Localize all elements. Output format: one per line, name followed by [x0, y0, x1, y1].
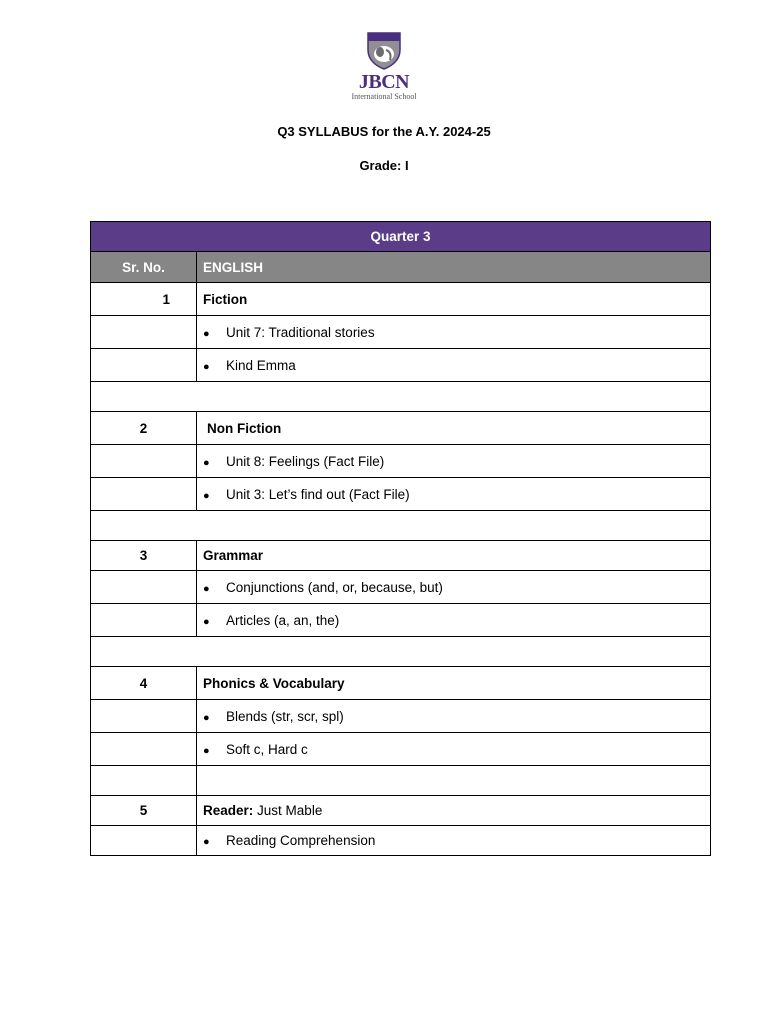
topic-item [197, 826, 711, 856]
section-topic: Grammar [197, 541, 711, 571]
topic-item [197, 700, 711, 733]
bullet-icon: ● [203, 615, 210, 628]
topic-item [197, 316, 711, 349]
section-topic: Phonics & Vocabulary [197, 667, 711, 700]
shield-icon [366, 30, 402, 70]
spacer-row [91, 382, 711, 412]
section-topic: Non Fiction [197, 412, 711, 445]
spacer-cell [91, 637, 711, 667]
bullet-icon: ● [203, 489, 210, 502]
empty-cell [91, 445, 197, 478]
bullet-icon: ● [203, 711, 210, 724]
table-row [91, 571, 711, 604]
topic-item [197, 571, 711, 604]
table-row [91, 412, 711, 445]
topic-item [197, 733, 711, 766]
table-row [91, 700, 711, 733]
spacer-cell [91, 382, 711, 412]
empty-cell [91, 826, 197, 856]
table-row [91, 604, 711, 637]
reader-title: Just Mable [257, 803, 323, 818]
table-row [91, 478, 711, 511]
topic-item-text: Articles (a, an, the) [226, 612, 340, 628]
spacer-row [91, 511, 711, 541]
table-row [91, 667, 711, 700]
syllabus-table [90, 221, 711, 856]
section-number: 1 [91, 283, 197, 316]
empty-cell [91, 604, 197, 637]
section-topic-cell [197, 796, 711, 826]
topic-item-text: Conjunctions (and, or, because, but) [226, 579, 443, 595]
section-number: 4 [91, 667, 197, 700]
section-number: 2 [91, 412, 197, 445]
spacer-cell [91, 511, 711, 541]
bullet-icon: ● [203, 456, 210, 469]
col-header-subject: ENGLISH [197, 252, 711, 283]
page-title: Q3 SYLLABUS for the A.Y. 2024-25 [277, 124, 491, 139]
bullet-icon: ● [203, 744, 210, 757]
topic-item [197, 478, 711, 511]
topic-item-text: Unit 3: Let’s find out (Fact File) [226, 486, 410, 502]
table-row [91, 283, 711, 316]
empty-cell [91, 766, 197, 796]
grade-label: Grade: I [359, 158, 409, 173]
topic-item-text: Soft c, Hard c [226, 741, 308, 757]
table-row [91, 733, 711, 766]
table-row [91, 349, 711, 382]
topic-item-text: Unit 7: Traditional stories [226, 324, 375, 340]
table-row [91, 445, 711, 478]
topic-item-text: Reading Comprehension [226, 833, 376, 848]
topic-item-text: Kind Emma [226, 357, 296, 373]
empty-cell [197, 766, 711, 796]
bullet-icon: ● [203, 582, 210, 595]
topic-item [197, 604, 711, 637]
empty-cell [91, 478, 197, 511]
table-row [91, 826, 711, 856]
col-header-sr-no: Sr. No. [91, 252, 197, 283]
spacer-row [91, 637, 711, 667]
empty-cell [91, 733, 197, 766]
logo-subtitle: International School [351, 92, 417, 101]
topic-item [197, 445, 711, 478]
logo-name: JBCN [358, 71, 410, 93]
section-topic: Fiction [197, 283, 711, 316]
empty-cell [91, 571, 197, 604]
table-row [91, 316, 711, 349]
bullet-icon: ● [203, 836, 210, 848]
topic-item [197, 349, 711, 382]
spacer-row [91, 766, 711, 796]
section-number: 5 [91, 796, 197, 826]
empty-cell [91, 316, 197, 349]
empty-cell [91, 700, 197, 733]
bullet-icon: ● [203, 327, 210, 340]
section-number: 3 [91, 541, 197, 571]
section-topic: Reader: [203, 803, 254, 818]
school-logo [346, 30, 422, 110]
quarter-header-row [91, 222, 711, 252]
topic-item-text: Unit 8: Feelings (Fact File) [226, 453, 385, 469]
column-header-row [91, 252, 711, 283]
table-row [91, 796, 711, 826]
bullet-icon: ● [203, 360, 210, 373]
table-row [91, 541, 711, 571]
empty-cell [91, 349, 197, 382]
topic-item-text: Blends (str, scr, spl) [226, 708, 344, 724]
quarter-title: Quarter 3 [91, 222, 711, 252]
